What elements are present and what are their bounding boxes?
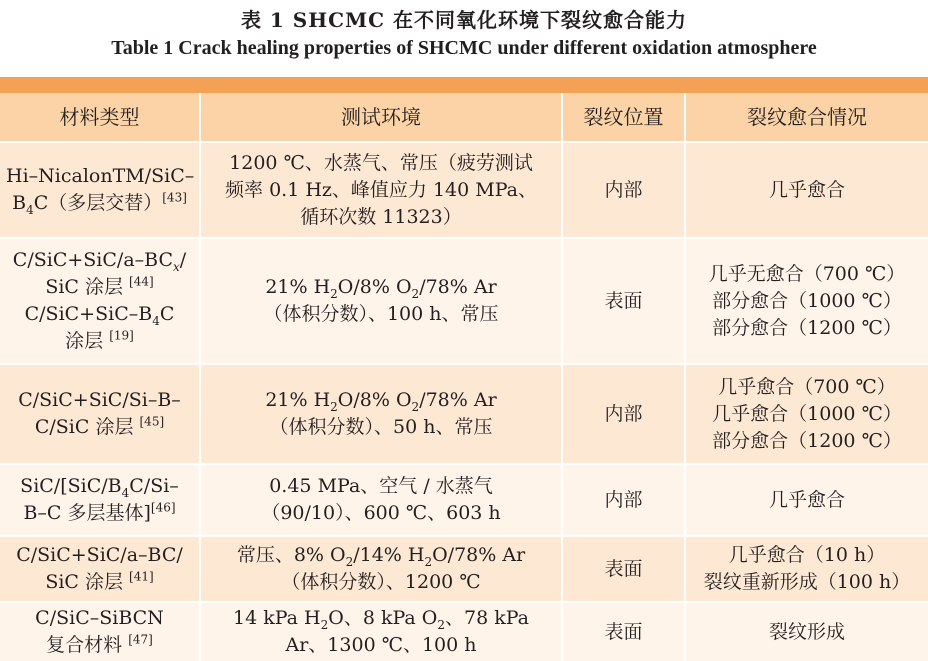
line: 部分愈合（1200 ℃） bbox=[712, 316, 902, 339]
line: 涂层 [19] bbox=[65, 328, 134, 352]
line: 常压、8% $O_2/14\%$ $H_2O/78\%$ Ar bbox=[236, 544, 526, 569]
line: 几乎愈合（10 h） bbox=[728, 544, 886, 566]
table-top-rule bbox=[0, 77, 928, 93]
cell-material bbox=[0, 364, 200, 464]
table-header-row bbox=[0, 93, 928, 142]
line: SiC 涂层 [41] bbox=[45, 569, 154, 593]
line: 部分愈合（1200 ℃） bbox=[712, 429, 902, 452]
line: （体积分数）、100 h、常压 bbox=[263, 303, 499, 325]
line: Ar、1300 ℃、100 h bbox=[285, 634, 477, 656]
line: 复合材料 [47] bbox=[46, 632, 153, 656]
cell-healing bbox=[685, 536, 928, 602]
cell-position: 内部 bbox=[562, 364, 685, 464]
line: Hi–NicalonTM/SiC– bbox=[6, 165, 195, 187]
line: SiC 涂层 [44] bbox=[45, 274, 154, 298]
cell-healing bbox=[685, 238, 928, 364]
cell-environment bbox=[200, 238, 562, 364]
cell-material bbox=[0, 238, 200, 364]
line: 14 kPa $H_2O$、8 kPa $O_2$、78 kPa bbox=[233, 607, 529, 632]
cell-position: 内部 bbox=[562, 142, 685, 238]
cell-environment bbox=[200, 602, 562, 661]
table-caption-chinese: 表 1 SHCMC 在不同氧化环境下裂纹愈合能力 bbox=[240, 8, 688, 32]
cell-healing: 几乎愈合 bbox=[685, 142, 928, 238]
line: （体积分数）、1200 ℃ bbox=[281, 571, 481, 593]
table-row bbox=[0, 536, 928, 602]
line: C/SiC+SiC/Si–B– bbox=[18, 389, 181, 411]
table-row bbox=[0, 602, 928, 661]
crack-healing-table bbox=[0, 93, 928, 661]
line: $B_4C$（多层交替）[43] bbox=[12, 190, 187, 217]
cell-position: 内部 bbox=[562, 464, 685, 536]
cell-position: 表面 bbox=[562, 238, 685, 364]
line: $C/SiC+SiC/a-BC_x/$ bbox=[12, 249, 187, 274]
cell-position: 表面 bbox=[562, 602, 685, 661]
header-material-type: 材料类型 bbox=[0, 93, 200, 142]
cell-material bbox=[0, 536, 200, 602]
line: 21% $H_2O/8\%$ $O_2/78\%$ Ar bbox=[265, 276, 497, 301]
cell-healing: 裂纹形成 bbox=[685, 602, 928, 661]
line: C/SiC 涂层 [45] bbox=[34, 414, 165, 438]
cell-environment bbox=[200, 142, 562, 238]
line: 21% $H_2O/8\%$ $O_2/78\%$ Ar bbox=[265, 389, 497, 414]
line: 几乎无愈合（700 ℃） bbox=[708, 262, 906, 285]
table-row bbox=[0, 364, 928, 464]
line: 1200 ℃、水蒸气、常压（疲劳测试 bbox=[229, 151, 533, 174]
line: 循环次数 11323） bbox=[300, 205, 462, 228]
table-row bbox=[0, 464, 928, 536]
line: 裂纹重新形成（100 h） bbox=[703, 571, 911, 593]
header-test-environment: 测试环境 bbox=[200, 93, 562, 142]
cell-material bbox=[0, 602, 200, 661]
header-healing-result: 裂纹愈合情况 bbox=[685, 93, 928, 142]
line: B–C 多层基体][46] bbox=[23, 500, 176, 524]
line: （体积分数）、50 h、常压 bbox=[269, 416, 493, 438]
line: 几乎愈合（1000 ℃） bbox=[712, 402, 902, 425]
cell-environment bbox=[200, 464, 562, 536]
cell-position: 表面 bbox=[562, 536, 685, 602]
line: 部分愈合（1000 ℃） bbox=[712, 289, 902, 312]
line: 频率 0.1 Hz、峰值应力 140 MPa、 bbox=[225, 178, 537, 201]
table-caption-english: Table 1 Crack healing properties of SHCMC under different oxidation atmosphere bbox=[111, 37, 817, 59]
line: SiC/[$SiC/B_4C/Si-$ bbox=[20, 475, 179, 500]
cell-healing bbox=[685, 364, 928, 464]
table-row bbox=[0, 142, 928, 238]
cell-healing: 几乎愈合 bbox=[685, 464, 928, 536]
cell-material bbox=[0, 142, 200, 238]
header-crack-position: 裂纹位置 bbox=[562, 93, 685, 142]
line: 0.45 MPa、空气 / 水蒸气 bbox=[269, 475, 493, 497]
line: C/SiC–SiBCN bbox=[35, 607, 164, 629]
line: C/SiC+SiC/a–BC/ bbox=[16, 544, 183, 566]
cell-material bbox=[0, 464, 200, 536]
line: （90/10）、600 ℃、603 h bbox=[261, 502, 501, 524]
line: 几乎愈合（700 ℃） bbox=[718, 375, 896, 398]
line: $C/SiC+SiC-B_4C$ bbox=[24, 303, 175, 328]
cell-environment bbox=[200, 536, 562, 602]
table-row bbox=[0, 238, 928, 364]
cell-environment bbox=[200, 364, 562, 464]
